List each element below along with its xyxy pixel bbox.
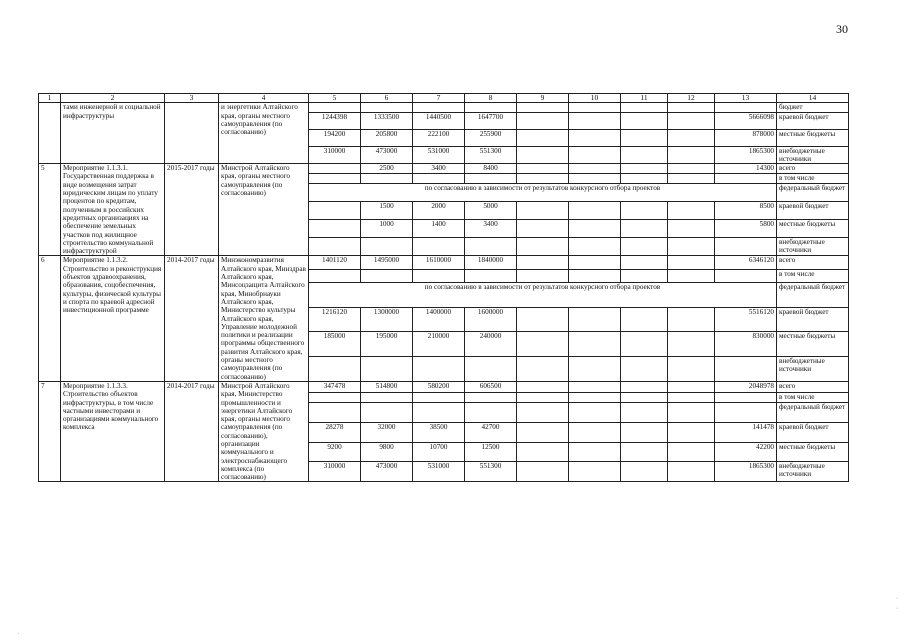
empty-cell bbox=[517, 381, 569, 392]
source-label: краевой бюджет bbox=[777, 307, 849, 331]
total-cell: 14300 bbox=[715, 164, 777, 174]
value-cell: 185000 bbox=[309, 332, 361, 356]
source-label: федеральный бюджет bbox=[777, 183, 849, 201]
table-row bbox=[39, 103, 849, 112]
value-cell bbox=[465, 237, 517, 256]
empty-cell bbox=[621, 422, 668, 442]
value-cell: 240000 bbox=[465, 332, 517, 356]
empty-cell bbox=[517, 146, 569, 164]
total-cell: 1865300 bbox=[715, 462, 777, 482]
empty-cell bbox=[517, 112, 569, 129]
empty-cell bbox=[517, 237, 569, 256]
value-cell: 1500 bbox=[361, 201, 413, 219]
table-row bbox=[39, 164, 849, 174]
source-label: всего bbox=[777, 381, 849, 392]
source-label: в том числе bbox=[777, 392, 849, 403]
value-cell: 1300000 bbox=[361, 307, 413, 331]
total-cell bbox=[715, 403, 777, 423]
empty-cell bbox=[517, 392, 569, 403]
value-cell: 32000 bbox=[361, 422, 413, 442]
value-cell bbox=[309, 103, 361, 112]
agreement-note: по согласованию в зависимости от результатов конкурсного отбора проектов bbox=[309, 283, 777, 307]
value-cell: 195000 bbox=[361, 332, 413, 356]
empty-cell bbox=[621, 219, 668, 237]
empty-cell bbox=[668, 146, 715, 164]
source-label: федеральный бюджет bbox=[777, 283, 849, 307]
empty-cell bbox=[517, 256, 569, 269]
empty-cell bbox=[668, 103, 715, 112]
value-cell bbox=[309, 201, 361, 219]
margin-mark: · bbox=[896, 596, 898, 602]
source-label: местные бюджеты bbox=[777, 332, 849, 356]
value-cell: 9200 bbox=[309, 442, 361, 462]
value-cell bbox=[309, 219, 361, 237]
empty-cell bbox=[517, 129, 569, 146]
value-cell: 1840000 bbox=[465, 256, 517, 269]
value-cell: 12500 bbox=[465, 442, 517, 462]
header-cell: 2 bbox=[61, 94, 165, 103]
value-cell: 1440500 bbox=[413, 112, 465, 129]
value-cell bbox=[309, 269, 361, 282]
measure-text: тами инженерной и социальной инфраструктуры bbox=[61, 103, 165, 164]
empty-cell bbox=[569, 103, 621, 112]
value-cell bbox=[413, 174, 465, 184]
value-cell: 28278 bbox=[309, 422, 361, 442]
empty-cell bbox=[621, 201, 668, 219]
total-cell: 6346120 bbox=[715, 256, 777, 269]
margin-mark: · bbox=[896, 606, 898, 612]
empty-cell bbox=[668, 332, 715, 356]
header-cell: 13 bbox=[715, 94, 777, 103]
total-cell: 8500 bbox=[715, 201, 777, 219]
empty-cell bbox=[517, 356, 569, 381]
row-number bbox=[39, 103, 61, 164]
empty-cell bbox=[569, 442, 621, 462]
empty-cell bbox=[668, 381, 715, 392]
value-cell bbox=[361, 237, 413, 256]
empty-cell bbox=[668, 112, 715, 129]
empty-cell bbox=[621, 462, 668, 482]
empty-cell bbox=[569, 462, 621, 482]
value-cell bbox=[465, 392, 517, 403]
value-cell bbox=[413, 403, 465, 423]
empty-cell bbox=[621, 381, 668, 392]
value-cell: 38500 bbox=[413, 422, 465, 442]
empty-cell bbox=[569, 403, 621, 423]
value-cell: 1400 bbox=[413, 219, 465, 237]
source-label: федеральный бюджет bbox=[777, 403, 849, 423]
value-cell bbox=[309, 356, 361, 381]
total-cell: 5800 bbox=[715, 219, 777, 237]
value-cell: 310000 bbox=[309, 146, 361, 164]
source-label: местные бюджеты bbox=[777, 442, 849, 462]
source-label: местные бюджеты bbox=[777, 219, 849, 237]
source-label: внебюджетные источники bbox=[777, 146, 849, 164]
empty-cell bbox=[668, 164, 715, 174]
empty-cell bbox=[517, 422, 569, 442]
source-label: краевой бюджет bbox=[777, 422, 849, 442]
value-cell bbox=[309, 237, 361, 256]
value-cell: 1000 bbox=[361, 219, 413, 237]
value-cell: 473000 bbox=[361, 146, 413, 164]
value-cell: 1401120 bbox=[309, 256, 361, 269]
executor-text: Минстрой Алтайского края, Министерство промышленности и энергетики Алтайского края, органы местного самоуправления (по согласованию), организации коммунального и электроснабжающего комплекса (по согласованию) bbox=[219, 381, 309, 482]
source-label: всего bbox=[777, 164, 849, 174]
empty-cell bbox=[668, 422, 715, 442]
years-text: 2014-2017 годы bbox=[165, 381, 219, 482]
total-cell: 141478 bbox=[715, 422, 777, 442]
empty-cell bbox=[569, 392, 621, 403]
value-cell: 5000 bbox=[465, 201, 517, 219]
header-cell: 3 bbox=[165, 94, 219, 103]
empty-cell bbox=[569, 174, 621, 184]
header-cell: 9 bbox=[517, 94, 569, 103]
empty-cell bbox=[668, 442, 715, 462]
value-cell: 347478 bbox=[309, 381, 361, 392]
value-cell: 1495000 bbox=[361, 256, 413, 269]
value-cell bbox=[361, 269, 413, 282]
empty-cell bbox=[517, 462, 569, 482]
source-label: краевой бюджет bbox=[777, 201, 849, 219]
value-cell: 531000 bbox=[413, 146, 465, 164]
total-cell bbox=[715, 356, 777, 381]
empty-cell bbox=[517, 174, 569, 184]
value-cell: 606500 bbox=[465, 381, 517, 392]
empty-cell bbox=[668, 174, 715, 184]
empty-cell bbox=[668, 269, 715, 282]
header-cell: 11 bbox=[621, 94, 668, 103]
source-label: краевой бюджет bbox=[777, 112, 849, 129]
value-cell: 1610000 bbox=[413, 256, 465, 269]
value-cell bbox=[413, 356, 465, 381]
empty-cell bbox=[621, 307, 668, 331]
value-cell bbox=[361, 174, 413, 184]
total-cell: 878000 bbox=[715, 129, 777, 146]
empty-cell bbox=[569, 332, 621, 356]
empty-cell bbox=[621, 332, 668, 356]
empty-cell bbox=[517, 332, 569, 356]
empty-cell bbox=[668, 256, 715, 269]
source-label: внебюджетные источники bbox=[777, 356, 849, 381]
header-cell: 10 bbox=[569, 94, 621, 103]
value-cell: 551300 bbox=[465, 146, 517, 164]
header-row bbox=[39, 94, 849, 103]
total-cell: 42200 bbox=[715, 442, 777, 462]
source-label: внебюджетные источники bbox=[777, 237, 849, 256]
total-cell bbox=[715, 103, 777, 112]
source-label: всего bbox=[777, 256, 849, 269]
empty-cell bbox=[517, 403, 569, 423]
empty-cell bbox=[517, 269, 569, 282]
empty-cell bbox=[517, 219, 569, 237]
empty-cell bbox=[517, 103, 569, 112]
header-cell: 12 bbox=[668, 94, 715, 103]
value-cell bbox=[465, 269, 517, 282]
value-cell: 194200 bbox=[309, 129, 361, 146]
value-cell: 2500 bbox=[361, 164, 413, 174]
empty-cell bbox=[621, 129, 668, 146]
total-cell bbox=[715, 237, 777, 256]
header-cell: 8 bbox=[465, 94, 517, 103]
total-cell bbox=[715, 392, 777, 403]
value-cell: 580200 bbox=[413, 381, 465, 392]
empty-cell bbox=[621, 174, 668, 184]
source-label: в том числе bbox=[777, 269, 849, 282]
header-cell: 5 bbox=[309, 94, 361, 103]
value-cell: 1216120 bbox=[309, 307, 361, 331]
header-cell: 4 bbox=[219, 94, 309, 103]
value-cell bbox=[465, 103, 517, 112]
executor-text: Минстрой Алтайского края, органы местного самоуправления (по согласованию) bbox=[219, 164, 309, 256]
value-cell: 9800 bbox=[361, 442, 413, 462]
empty-cell bbox=[621, 146, 668, 164]
empty-cell bbox=[668, 201, 715, 219]
empty-cell bbox=[668, 219, 715, 237]
empty-cell bbox=[668, 462, 715, 482]
row-number: 6 bbox=[39, 256, 61, 381]
empty-cell bbox=[569, 201, 621, 219]
years-text bbox=[165, 103, 219, 164]
empty-cell bbox=[569, 129, 621, 146]
total-cell bbox=[715, 269, 777, 282]
value-cell bbox=[309, 164, 361, 174]
empty-cell bbox=[621, 164, 668, 174]
empty-cell bbox=[569, 307, 621, 331]
empty-cell bbox=[668, 237, 715, 256]
page-number: 30 bbox=[836, 22, 848, 36]
header-cell: 14 bbox=[777, 94, 849, 103]
source-label: бюджет bbox=[777, 103, 849, 112]
value-cell: 210000 bbox=[413, 332, 465, 356]
value-cell bbox=[465, 403, 517, 423]
empty-cell bbox=[569, 164, 621, 174]
empty-cell bbox=[621, 356, 668, 381]
value-cell bbox=[309, 174, 361, 184]
measure-text: Мероприятие 1.1.3.2. Строительство и реконструкция объектов здравоохранения, образования, соцобеспечения, культуры, физической культуры и спорта по краевой адресной инвестиционной программе bbox=[61, 256, 165, 381]
empty-cell bbox=[621, 392, 668, 403]
total-cell: 5516120 bbox=[715, 307, 777, 331]
value-cell: 1244398 bbox=[309, 112, 361, 129]
empty-cell bbox=[517, 307, 569, 331]
total-cell: 2048978 bbox=[715, 381, 777, 392]
empty-cell bbox=[621, 403, 668, 423]
total-cell: 5666098 bbox=[715, 112, 777, 129]
empty-cell bbox=[621, 442, 668, 462]
empty-cell bbox=[517, 164, 569, 174]
value-cell: 1647700 bbox=[465, 112, 517, 129]
empty-cell bbox=[569, 256, 621, 269]
empty-cell bbox=[569, 356, 621, 381]
empty-cell bbox=[621, 237, 668, 256]
value-cell: 255900 bbox=[465, 129, 517, 146]
value-cell: 2000 bbox=[413, 201, 465, 219]
total-cell: 1865300 bbox=[715, 146, 777, 164]
header-cell: 1 bbox=[39, 94, 61, 103]
empty-cell bbox=[517, 201, 569, 219]
empty-cell bbox=[668, 129, 715, 146]
empty-cell bbox=[621, 103, 668, 112]
table-row bbox=[39, 381, 849, 392]
empty-cell bbox=[517, 442, 569, 462]
value-cell bbox=[361, 103, 413, 112]
margin-mark: . bbox=[18, 630, 20, 636]
executor-text: и энергетики Алтайского края, органы местного самоуправления (по согласованию) bbox=[219, 103, 309, 164]
empty-cell bbox=[569, 381, 621, 392]
value-cell: 1400000 bbox=[413, 307, 465, 331]
value-cell: 514800 bbox=[361, 381, 413, 392]
source-label: в том числе bbox=[777, 174, 849, 184]
value-cell bbox=[361, 403, 413, 423]
source-label: внебюджетные источники bbox=[777, 462, 849, 482]
empty-cell bbox=[621, 112, 668, 129]
empty-cell bbox=[668, 403, 715, 423]
value-cell bbox=[413, 269, 465, 282]
value-cell: 531000 bbox=[413, 462, 465, 482]
value-cell bbox=[413, 237, 465, 256]
measure-text: Мероприятие 1.1.3.1. Государственная поддержка в виде возмещения затрат юридическим лицам по уплату процентов по кредитам, полученным в российских кредитных организациях на обеспечение земельных участков под жилищное строительство коммунальной инфраструктурой bbox=[61, 164, 165, 256]
empty-cell bbox=[569, 237, 621, 256]
value-cell: 1333500 bbox=[361, 112, 413, 129]
value-cell bbox=[413, 392, 465, 403]
value-cell: 10700 bbox=[413, 442, 465, 462]
value-cell: 3400 bbox=[465, 219, 517, 237]
measure-text: Мероприятие 1.1.3.3. Строительство объектов инфраструктуры, в том числе частными инвесторами и организациями коммунального комплекса bbox=[61, 381, 165, 482]
value-cell bbox=[413, 103, 465, 112]
source-label: местные бюджеты bbox=[777, 129, 849, 146]
value-cell: 42700 bbox=[465, 422, 517, 442]
value-cell bbox=[309, 392, 361, 403]
value-cell: 551300 bbox=[465, 462, 517, 482]
total-cell bbox=[715, 174, 777, 184]
total-cell: 830000 bbox=[715, 332, 777, 356]
row-number: 7 bbox=[39, 381, 61, 482]
years-text: 2015-2017 годы bbox=[165, 164, 219, 256]
empty-cell bbox=[569, 269, 621, 282]
empty-cell bbox=[569, 112, 621, 129]
empty-cell bbox=[668, 307, 715, 331]
value-cell: 3400 bbox=[413, 164, 465, 174]
value-cell bbox=[465, 356, 517, 381]
value-cell: 473000 bbox=[361, 462, 413, 482]
agreement-note: по согласованию в зависимости от результатов конкурсного отбора проектов bbox=[309, 183, 777, 201]
value-cell bbox=[361, 356, 413, 381]
value-cell bbox=[361, 392, 413, 403]
value-cell: 1600000 bbox=[465, 307, 517, 331]
value-cell: 310000 bbox=[309, 462, 361, 482]
header-cell: 7 bbox=[413, 94, 465, 103]
row-number: 5 bbox=[39, 164, 61, 256]
value-cell bbox=[309, 403, 361, 423]
header-cell: 6 bbox=[361, 94, 413, 103]
value-cell: 8400 bbox=[465, 164, 517, 174]
value-cell: 222100 bbox=[413, 129, 465, 146]
table-row bbox=[39, 256, 849, 269]
empty-cell bbox=[621, 256, 668, 269]
empty-cell bbox=[569, 422, 621, 442]
empty-cell bbox=[621, 269, 668, 282]
executor-text: Минэкономразвития Алтайского края, Минздрав Алтайского края, Минсоцзащита Алтайского края, Минобрнауки Алтайского края, Министерство культуры Алтайского края, Управление молодежной политики и реализации программы общественного развития Алтайского края, органы местного самоуправления (по согласованию) bbox=[219, 256, 309, 381]
empty-cell bbox=[569, 146, 621, 164]
value-cell bbox=[465, 174, 517, 184]
value-cell: 205800 bbox=[361, 129, 413, 146]
empty-cell bbox=[569, 219, 621, 237]
budget-table bbox=[38, 93, 849, 482]
empty-cell bbox=[668, 356, 715, 381]
empty-cell bbox=[668, 392, 715, 403]
years-text: 2014-2017 годы bbox=[165, 256, 219, 381]
